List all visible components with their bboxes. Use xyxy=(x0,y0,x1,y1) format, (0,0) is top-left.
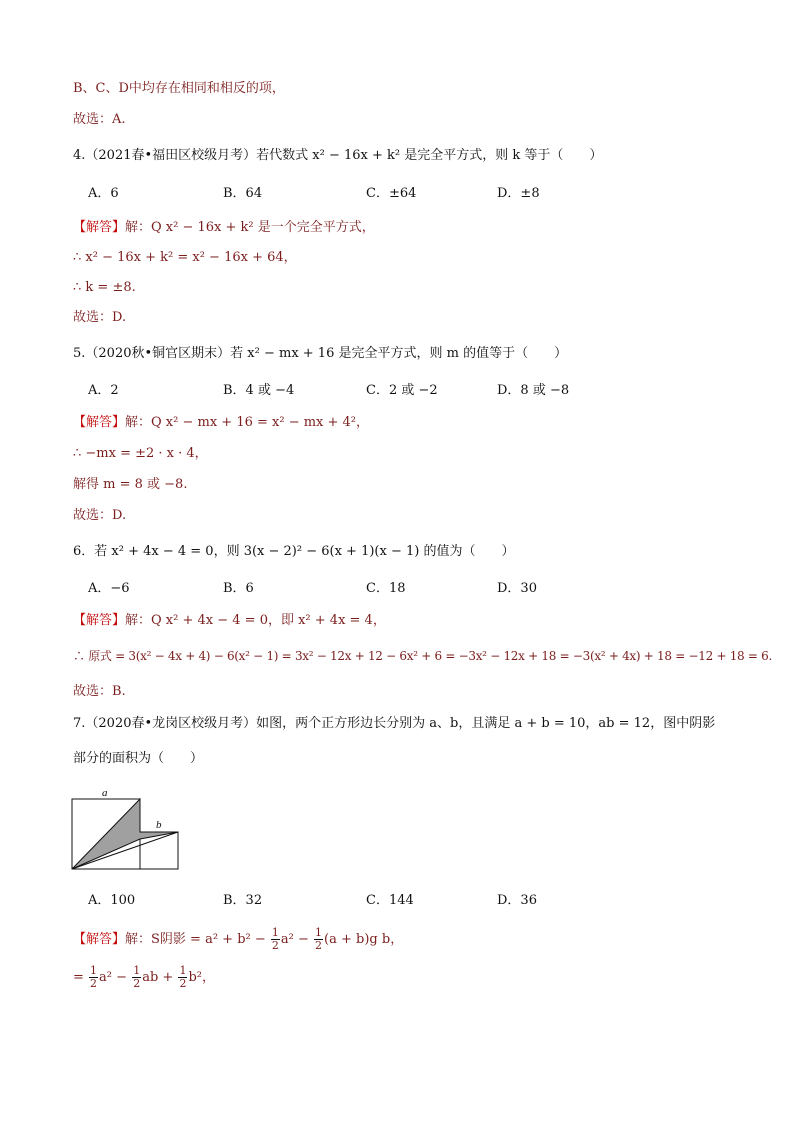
q5-option-b: B．4 或 −4 xyxy=(223,383,295,398)
frac-den: 2 xyxy=(133,977,141,990)
q7-sol2-pre: = xyxy=(73,970,84,985)
q4-option-d: D．±8 xyxy=(497,186,540,201)
solution-label: 【解答】 xyxy=(73,932,126,947)
q7-option-c: C．144 xyxy=(366,893,414,908)
question-5: 5.（2020秋•铜官区期末）若 x² − mx + 16 是完全平方式，则 m 的值等于（ ） xyxy=(73,346,568,361)
frac-num: 1 xyxy=(133,964,141,977)
solution-label: 【解答】 xyxy=(73,613,126,628)
q5-option-a: A．2 xyxy=(88,383,119,398)
q6-option-b: B．6 xyxy=(223,581,254,596)
q6-option-c: C．18 xyxy=(366,581,406,596)
fraction-half xyxy=(89,965,98,990)
q7-sol2-post: b²， xyxy=(188,970,215,985)
q5-solution-2: ∴ −mx = ±2 · x · 4， xyxy=(73,446,208,461)
q6-option-d: D．30 xyxy=(497,581,537,596)
q5-solution-text: 解：Q x² − mx + 16 = x² − mx + 4²， xyxy=(125,415,370,430)
question-7-line-1: 7.（2020春•龙岗区校级月考）如图，两个正方形边长分别为 a、b，且满足 a + b = 10，ab = 12，图中阴影 xyxy=(73,716,716,731)
label-b: b xyxy=(156,819,162,831)
q7-solution-2 xyxy=(73,964,215,992)
frac-den: 2 xyxy=(271,939,279,952)
q4-answer: 故选：D. xyxy=(73,310,127,325)
q7-solution-1 xyxy=(73,926,403,954)
q5-option-d: D．8 或 −8 xyxy=(497,383,570,398)
fraction-half xyxy=(271,927,280,952)
frac-den: 2 xyxy=(179,977,187,990)
frac-den: 2 xyxy=(315,939,323,952)
frac-num: 1 xyxy=(315,926,323,939)
frac-den: 2 xyxy=(90,977,98,990)
two-squares-figure xyxy=(68,784,184,874)
solution-label: 【解答】 xyxy=(73,415,126,430)
q5-solution-3: 解得 m = 8 或 −8. xyxy=(73,477,188,492)
q6-solution-1 xyxy=(73,612,386,630)
solution-label: 【解答】 xyxy=(73,220,126,235)
fraction-half xyxy=(132,965,141,990)
q5-answer: 故选：D. xyxy=(73,508,127,523)
q7-sol2-mid2: ab + xyxy=(142,970,174,985)
q6-option-a: A．−6 xyxy=(88,581,130,596)
prev-solution-line: B、C、D中均存在相同和相反的项， xyxy=(73,81,285,96)
fraction-half xyxy=(314,927,323,952)
q7-sol1-pre: 解：S阴影 = a² + b² − xyxy=(125,932,266,947)
frac-num: 1 xyxy=(90,964,98,977)
q5-option-c: C．2 或 −2 xyxy=(366,383,438,398)
q7-option-d: D．36 xyxy=(497,893,537,908)
q7-option-a: A．100 xyxy=(88,893,136,908)
q4-solution-3: ∴ k = ±8. xyxy=(73,280,136,295)
frac-num: 1 xyxy=(179,964,187,977)
q4-option-c: C．±64 xyxy=(366,186,417,201)
q4-option-b: B．64 xyxy=(223,186,263,201)
shaded-region xyxy=(72,799,178,869)
question-7-line-2: 部分的面积为（ ） xyxy=(73,751,204,766)
q4-option-a: A．6 xyxy=(88,186,119,201)
q6-solution-2: ∴ 原式 = 3(x² − 4x + 4) − 6(x² − 1) = 3x² − 12x + 12 − 6x² + 6 = −3x² − 12x + 18 = −3(x² + 4x) + 18 = −12 + 18 = 6. xyxy=(73,649,773,663)
q6-solution-text: 解：Q x² + 4x − 4 = 0，即 x² + 4x = 4， xyxy=(125,613,386,628)
question-6: 6．若 x² + 4x − 4 = 0，则 3(x − 2)² − 6(x + 1)(x − 1) 的值为（ ） xyxy=(73,544,515,559)
question-4: 4.（2021春•福田区校级月考）若代数式 x² − 16x + k² 是完全平方式，则 k 等于（ ） xyxy=(73,148,603,163)
q7-sol2-mid1: a² − xyxy=(99,970,128,985)
q6-answer: 故选：B. xyxy=(73,684,126,699)
q5-solution-1 xyxy=(73,414,369,432)
fraction-half xyxy=(178,965,187,990)
label-a: a xyxy=(102,787,108,799)
q4-solution-1 xyxy=(73,219,375,237)
q7-option-b: B．32 xyxy=(223,893,263,908)
q4-solution-text: 解：Q x² − 16x + k² 是一个完全平方式， xyxy=(125,220,375,235)
prev-answer: 故选：A. xyxy=(73,112,126,127)
q7-sol1-post: (a + b)g b， xyxy=(324,932,404,947)
frac-num: 1 xyxy=(271,926,279,939)
q4-solution-2: ∴ x² − 16x + k² = x² − 16x + 64， xyxy=(73,250,297,265)
q7-sol1-mid: a² − xyxy=(280,932,309,947)
